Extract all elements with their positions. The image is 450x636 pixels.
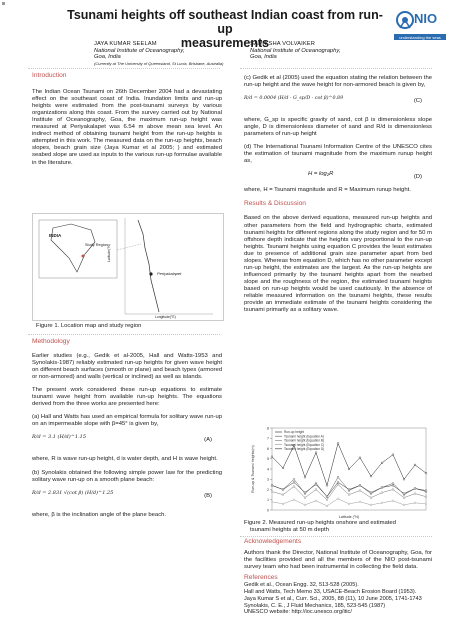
- section-heading-methodology: Methodology: [32, 338, 70, 345]
- data-point: [370, 504, 372, 506]
- data-point: [293, 499, 295, 501]
- y-tick-label: 4: [267, 467, 269, 472]
- right-column-bottom: [244, 538, 432, 616]
- references-list: [244, 582, 432, 616]
- divider: [28, 68, 220, 69]
- data-point: [271, 485, 273, 487]
- map-label-india: INDIA: [49, 233, 62, 238]
- method-paragraph-a: (a) Hall and Watts has used an empirical formula for solitary wave run-up on an impermeable slope with β=45° is given by,: [32, 414, 222, 428]
- data-point: [337, 442, 339, 444]
- data-point: [359, 490, 361, 492]
- section-heading-acknowledgements: Acknowledgements: [244, 538, 302, 545]
- y-tick-label: 0: [267, 508, 269, 513]
- equation-d-label: (D): [413, 174, 422, 181]
- section-heading-references: References: [244, 574, 278, 582]
- data-point: [282, 467, 284, 469]
- y-tick-label: 1: [267, 498, 269, 503]
- logo-tagline: understanding the seas: [399, 34, 441, 40]
- series-line: [272, 484, 426, 499]
- data-point: [271, 501, 273, 503]
- location-map-figure: [32, 213, 224, 321]
- logo-text: NIO: [414, 11, 438, 26]
- y-tick-label: 6: [267, 446, 269, 451]
- title-line-2: measurements: [180, 36, 270, 50]
- equation-a-row: [32, 434, 222, 452]
- method-paragraph-2: The present work considered these run-up equations to estimate tsunami wave height from available run-up heights. The equations derived from the three works are presented here:: [32, 387, 222, 408]
- data-point: [282, 494, 284, 496]
- y-tick-label: 8: [267, 426, 269, 431]
- equation-c-intro: (c) Gedik et al (2005) used the equation stating the relation between the run-up height and the wave height for non-armored beach is given by,: [244, 75, 432, 89]
- left-column-methods: [32, 338, 222, 525]
- author-location: Goa, India: [250, 54, 277, 61]
- data-point: [348, 468, 350, 470]
- legend-label: Tsunami height (Equation D): [284, 447, 325, 451]
- data-point: [315, 489, 317, 491]
- figure-2-caption-line-1: Figure 2. Measured run-up heights onshore and estimated: [244, 520, 396, 526]
- periyakalapet-marker-icon: [149, 272, 152, 275]
- equation-c-row: [244, 95, 432, 113]
- data-point: [392, 454, 394, 456]
- data-point: [414, 502, 416, 504]
- data-point: [392, 482, 394, 484]
- location-map-chart: [33, 214, 223, 320]
- reference-item: Jaya Kumar S et al., Curr. Sci., 2005, 88 (11), 10 June 2005, 1741-1743: [244, 595, 422, 602]
- data-point: [326, 485, 328, 487]
- study-region-marker-icon: [82, 255, 85, 258]
- y-tick-label: 5: [267, 457, 269, 462]
- data-point: [348, 489, 350, 491]
- data-point: [293, 481, 295, 483]
- map-label-lon: Longitude(°E): [155, 315, 176, 319]
- legend-label: Run-up height: [284, 430, 305, 435]
- data-point: [403, 504, 405, 506]
- data-point: [282, 503, 284, 505]
- data-point: [425, 490, 427, 492]
- data-point: [381, 487, 383, 489]
- divider: [28, 334, 220, 335]
- equation-d-intro: (d) The International Tsunami Information Centre of the UNESCO cites the estimation of tsunami magnitude from the maximum runup height as,: [244, 144, 432, 165]
- nio-logo: [392, 8, 448, 42]
- reference-item: Hall and Watts, Tech Memo 33, USACE-Beach Erosion Board (1953).: [244, 589, 417, 596]
- data-point: [425, 496, 427, 498]
- method-paragraph-1: Earlier studies (e.g., Gedik et al-2005, Hall and Watts-1953 and Synolakis-1987) reliably estimated run-up heights for given wave height on different beach surfaces (smooth or plane) and beach types (armored or non-armored) and walls (vertical or inclined) as well as islands.: [32, 353, 222, 381]
- data-point: [337, 483, 339, 485]
- data-point: [425, 472, 427, 474]
- data-point: [381, 462, 383, 464]
- reference-item: Gedik et al., Ocean Engg. 32, 513-528 (2005).: [244, 582, 359, 589]
- y-tick-label: 3: [267, 477, 269, 482]
- corner-mark-icon: [2, 2, 5, 5]
- data-point: [293, 478, 295, 480]
- reference-item: UNESCO website: http://ioc.unesco.org/itic/: [244, 609, 352, 616]
- data-point: [381, 492, 383, 494]
- equation-c-label: (C): [413, 98, 422, 105]
- left-column: [32, 72, 222, 173]
- author-1: [94, 41, 234, 66]
- data-point: [326, 496, 328, 498]
- data-point: [359, 485, 361, 487]
- data-point: [337, 498, 339, 500]
- data-point: [403, 493, 405, 495]
- section-heading-results: Results & Discussion: [244, 200, 306, 208]
- data-point: [304, 497, 306, 499]
- map-label-lat: Latitude(°N): [107, 243, 111, 262]
- author-note: (Currently at The University of Queensland, St Lucia, Brisbane, Australia): [94, 61, 224, 67]
- y-tick-label: 2: [267, 487, 269, 492]
- data-point: [304, 504, 306, 506]
- data-point: [271, 491, 273, 493]
- data-point: [326, 499, 328, 501]
- india-outline-icon: [51, 224, 95, 272]
- divider: [240, 68, 432, 69]
- figure-2-caption-line-2: tsunami heights at 50 m depth: [250, 527, 329, 533]
- equation-b-row: [32, 490, 222, 508]
- right-column: [244, 75, 432, 320]
- equation-b-label: (B): [204, 492, 212, 499]
- author-name: JAYA KUMAR SEELAM: [94, 41, 157, 47]
- data-point: [403, 497, 405, 499]
- data-point: [403, 478, 405, 480]
- author-affiliation: National Institute of Oceanography,: [94, 47, 185, 54]
- data-point: [392, 500, 394, 502]
- author-affiliation: National Institute of Oceanography,: [250, 47, 341, 54]
- divider: [240, 536, 432, 537]
- method-paragraph-b: (b) Synolakis obtained the following simple power law for the predicting solitary wave run-up on a smooth plane beach:: [32, 469, 222, 483]
- data-point: [425, 503, 427, 505]
- data-point: [271, 456, 273, 458]
- data-point: [414, 488, 416, 490]
- data-point: [348, 494, 350, 496]
- data-point: [381, 502, 383, 504]
- data-point: [337, 481, 339, 483]
- equation-d-row: [244, 171, 432, 183]
- author-2: [250, 41, 390, 61]
- data-point: [392, 485, 394, 487]
- y-tick-label: 7: [267, 436, 269, 441]
- data-point: [326, 505, 328, 507]
- data-point: [414, 493, 416, 495]
- coastline-icon: [138, 220, 159, 312]
- figure-1-caption: Figure 1. Location map and study region: [36, 323, 142, 329]
- method-where-a: where, R is wave run-up height, d is water depth, and H is wave height.: [32, 456, 218, 463]
- equation-d-where: where, H = Tsunami magnitude and R = Maximum runup height.: [244, 187, 411, 194]
- data-point: [304, 492, 306, 494]
- data-point: [293, 486, 295, 488]
- x-axis-label: Latitude (°N): [338, 515, 360, 519]
- data-point: [315, 500, 317, 502]
- data-point: [304, 476, 306, 478]
- data-point: [315, 452, 317, 454]
- equation-b: R/d = 2.831 √(cot β) (H/d)^1.25: [32, 489, 114, 496]
- results-paragraph: Based on the above derived equations, measured run-up heights and other parameters from the field and hydrographic charts, estimated tsunami heights for different regions along the study region and for 50 m offshore depth indicate that the heights vary proportional to the run-up heights. Tsunami heights using equation C provides the least estimates due to presence of additional grain size parameter apart from bed slopes. Whereas from equation D, which has no other parameter except run-up height, the estimates are the largest. As the run-up heights are influenced primarily by the tsunami heights apart from the nearbed slope and the roughness of the region, the estimated tsunami heights based on run-up heights would be used cautiously. In the absence of reliable measured information on the tsunami heights, these results provide an immediate estimate of the tsunami heights considering the tsunami primarily as a solitary wave.: [244, 215, 432, 314]
- intro-paragraph: The Indian Ocean Tsunami on 26th December 2004 had a devastating effect on the southeast coast of India. Inundation limits and run-up heights were estimated from the post-tsunami surveys by various organizations along this coast. From the survey carried out by National Institute of Oceanography, Goa, the maximum run-up height was measured at Periyakalapet was 6.54 m above mean sea level. An indirect method of obtaining tsunami height from the run-up heights is attempted in this work. The measured data on the run-up heights, beach slopes, beach grain size (Jaya Kumar et al 2005; ) and estimated seabed slope are used as inputs to the various run-up formulae available in the literature.: [32, 89, 222, 166]
- legend-label: Tsunami height (Equation B): [284, 438, 325, 443]
- method-where-b: where, β is the inclination angle of the plane beach.: [32, 511, 167, 518]
- data-point: [359, 501, 361, 503]
- data-point: [282, 489, 284, 491]
- data-point: [315, 483, 317, 485]
- runup-heights-chart: [244, 420, 434, 520]
- equation-c: R/d = 0.0004 (H/d · G_sp/D · cot β)^0.89: [244, 96, 344, 102]
- legend-label: Tsunami height (Equation C): [284, 442, 325, 447]
- equation-d: H = log₂R: [308, 171, 334, 178]
- title-line-1: Tsunami heights off southeast Indian coast from run-up: [67, 8, 383, 36]
- reference-item: Synolakis, C. E., J Fluid Mechanics, 185, 523-545 (1987): [244, 602, 386, 609]
- data-point: [348, 503, 350, 505]
- data-point: [337, 476, 339, 478]
- data-point: [370, 497, 372, 499]
- figure-2-caption: [244, 520, 434, 534]
- map-label-place: Periyakalapet: [157, 271, 182, 276]
- runup-chart-figure: [244, 420, 434, 520]
- acknowledgements-paragraph: Authors thank the Director, National Institute of Oceanography, Goa, for the facilities provided and all the members of the NIO post-tsunami survey team who had been instrumental in collecting the field data.: [244, 550, 432, 571]
- section-heading-introduction: Introduction: [32, 72, 67, 79]
- data-point: [370, 492, 372, 494]
- data-point: [359, 457, 361, 459]
- equation-a: R/d = 3.1 (H/d)^1.15: [32, 434, 87, 441]
- data-point: [414, 464, 416, 466]
- data-point: [370, 475, 372, 477]
- data-point: [392, 489, 394, 491]
- equation-a-label: (A): [204, 437, 212, 444]
- map-label-study: Study Region: [85, 243, 108, 247]
- equation-c-where: where, G_sp is specific gravity of sand, cot β is dimensionless slope angle, D is dimensionless diameter of sand and R/d is dimensionless parameters of run-up height: [244, 117, 432, 138]
- author-name: SAMIKSHA VOLVAIKER: [250, 41, 316, 47]
- legend-label: Tsunami height (Equation A): [284, 434, 324, 439]
- y-axis-label: Run-up & Tsunami heights(m): [251, 445, 255, 493]
- author-location: Goa, India: [94, 54, 121, 61]
